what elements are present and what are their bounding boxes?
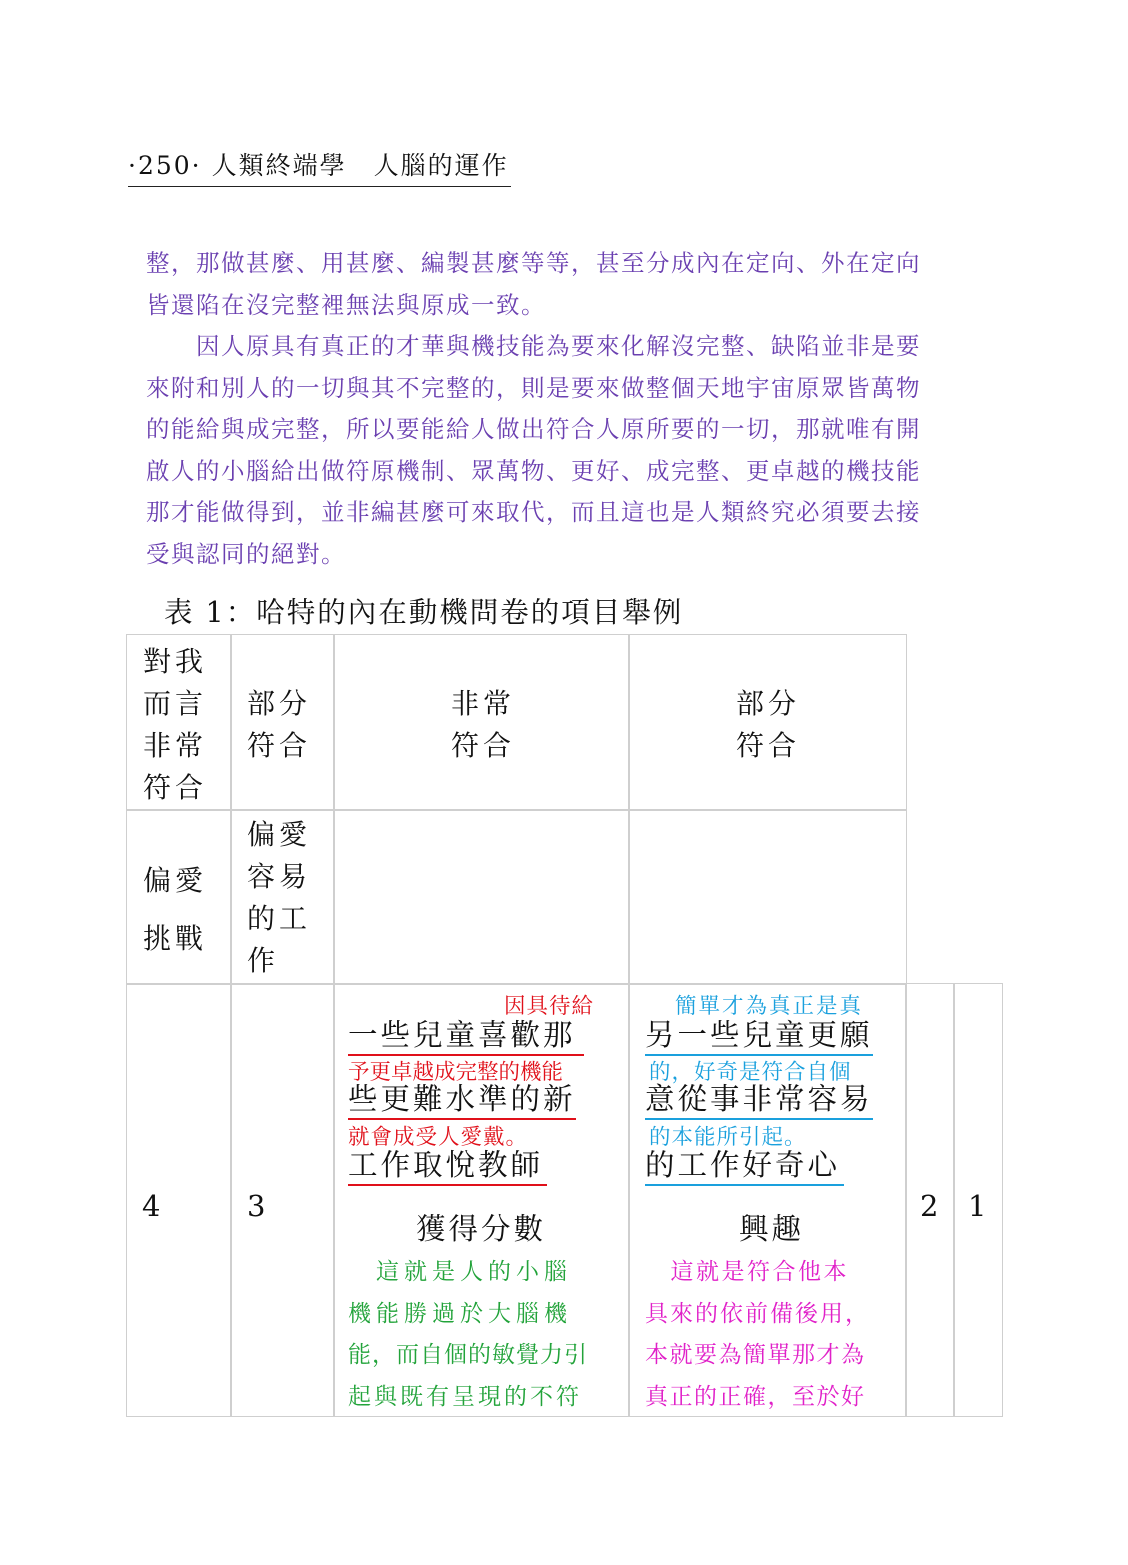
comment-line: 本就要為簡單那才為 (645, 1342, 866, 1368)
comment-line: 這就是符合他本 (645, 1259, 849, 1285)
annotation-text: 予更卓越成完整的機能 (348, 1060, 564, 1085)
comment-line: 具來的依前備後用， (645, 1300, 870, 1327)
annotation-text: 的本能所引起。 (649, 1125, 807, 1150)
annotation-text: 簡單才為真正是真 (675, 994, 864, 1019)
paragraph-1 (146, 243, 986, 326)
header-text: 非常 (143, 729, 208, 762)
table-cell (126, 983, 232, 1417)
table-header-cell (126, 634, 232, 811)
table-cell (905, 983, 955, 1417)
running-header (128, 146, 511, 187)
header-text: 非常 (451, 687, 516, 720)
cell-text: 挑戰 (143, 922, 208, 955)
description-line: 些更難水準的新 (348, 1076, 576, 1120)
annotation-text: 因具待給 (504, 994, 595, 1019)
header-text: 符合 (451, 729, 516, 762)
comment-text (348, 1252, 588, 1417)
header-text: 符合 (247, 729, 312, 762)
table-cell-right-description (628, 983, 907, 1417)
description-line: 工作取悅教師 (348, 1142, 547, 1186)
book-title: 人類終端學 人腦的運作 (211, 151, 509, 180)
description-line: 另一些兒童更願 (645, 1012, 873, 1056)
table-cell-left-description (333, 983, 630, 1417)
table-cell (333, 809, 630, 985)
header-text: 部分 (736, 687, 801, 720)
description-line: 一些兒童喜歡那 (348, 1012, 584, 1056)
text-line: 來附和別人的一切與其不完整的，則是要來做整個天地宇宙原眾皆萬物 (146, 373, 921, 402)
text-line: 的能給與成完整，所以要能給人做出符合人原所要的一切，那就唯有開 (146, 415, 921, 443)
table-cell (628, 809, 907, 985)
page-number: ·250· (128, 151, 202, 180)
comment-line: 能，而自個的敏覺力引 (348, 1342, 588, 1368)
header-text: 部分 (247, 687, 312, 720)
header-text: 符合 (736, 729, 801, 762)
table-cell (126, 809, 232, 985)
cell-text: 的工 (247, 902, 312, 935)
text-line: 整，那做甚麼、用甚麼、編製甚麼等等，甚至分成內在定向、外在定向 (146, 249, 921, 277)
header-text: 而言 (143, 687, 208, 720)
cell-text: 偏愛 (247, 818, 312, 851)
description-line: 興趣 (739, 1212, 805, 1246)
description-line: 獲得分數 (416, 1212, 547, 1246)
comment-line: 這就是人的小腦 (348, 1259, 572, 1285)
annotation-text: 就會成受人愛戴。 (348, 1125, 529, 1150)
comment-line: 真正的正確，至於好 (645, 1383, 866, 1410)
score-value: 2 (920, 1189, 939, 1223)
annotation-text: 的，好奇是符合自個 (649, 1060, 852, 1085)
score-value: 3 (247, 1189, 266, 1223)
table-cell (230, 983, 335, 1417)
table-caption: 表 1：哈特的內在動機問卷的項目舉例 (164, 596, 684, 629)
table-cell (953, 983, 1003, 1417)
table-header-cell (628, 634, 907, 811)
comment-text (645, 1252, 870, 1417)
text-line: 那才能做得到，並非編甚麼可來取代，而且這也是人類終究必須要去接 (146, 498, 921, 526)
header-text: 對我 (143, 645, 208, 678)
description-line: 的工作好奇心 (645, 1142, 844, 1186)
cell-text: 容易 (247, 860, 312, 893)
description-line: 意從事非常容易 (645, 1076, 873, 1120)
text-line: 因人原具有真正的才華與機技能為要來化解沒完整、缺陷並非是要 (146, 332, 921, 360)
header-text: 符合 (143, 771, 208, 804)
table-header-cell (333, 634, 630, 811)
table-header-cell (230, 634, 335, 811)
comment-line: 起與既有呈現的不符 (348, 1383, 582, 1410)
cell-text: 作 (247, 944, 280, 977)
text-line: 皆還陷在沒完整裡無法與原成一致。 (146, 290, 546, 319)
score-value: 1 (968, 1189, 987, 1223)
paragraph-2 (146, 326, 986, 575)
cell-text: 偏愛 (143, 864, 208, 897)
text-line: 受與認同的絕對。 (146, 539, 346, 568)
text-line: 啟人的小腦給出做符原機制、眾萬物、更好、成完整、更卓越的機技能 (146, 456, 921, 485)
table-cell (230, 809, 335, 985)
score-value: 4 (142, 1189, 161, 1223)
comment-line: 機能勝過於大腦機 (348, 1300, 572, 1327)
